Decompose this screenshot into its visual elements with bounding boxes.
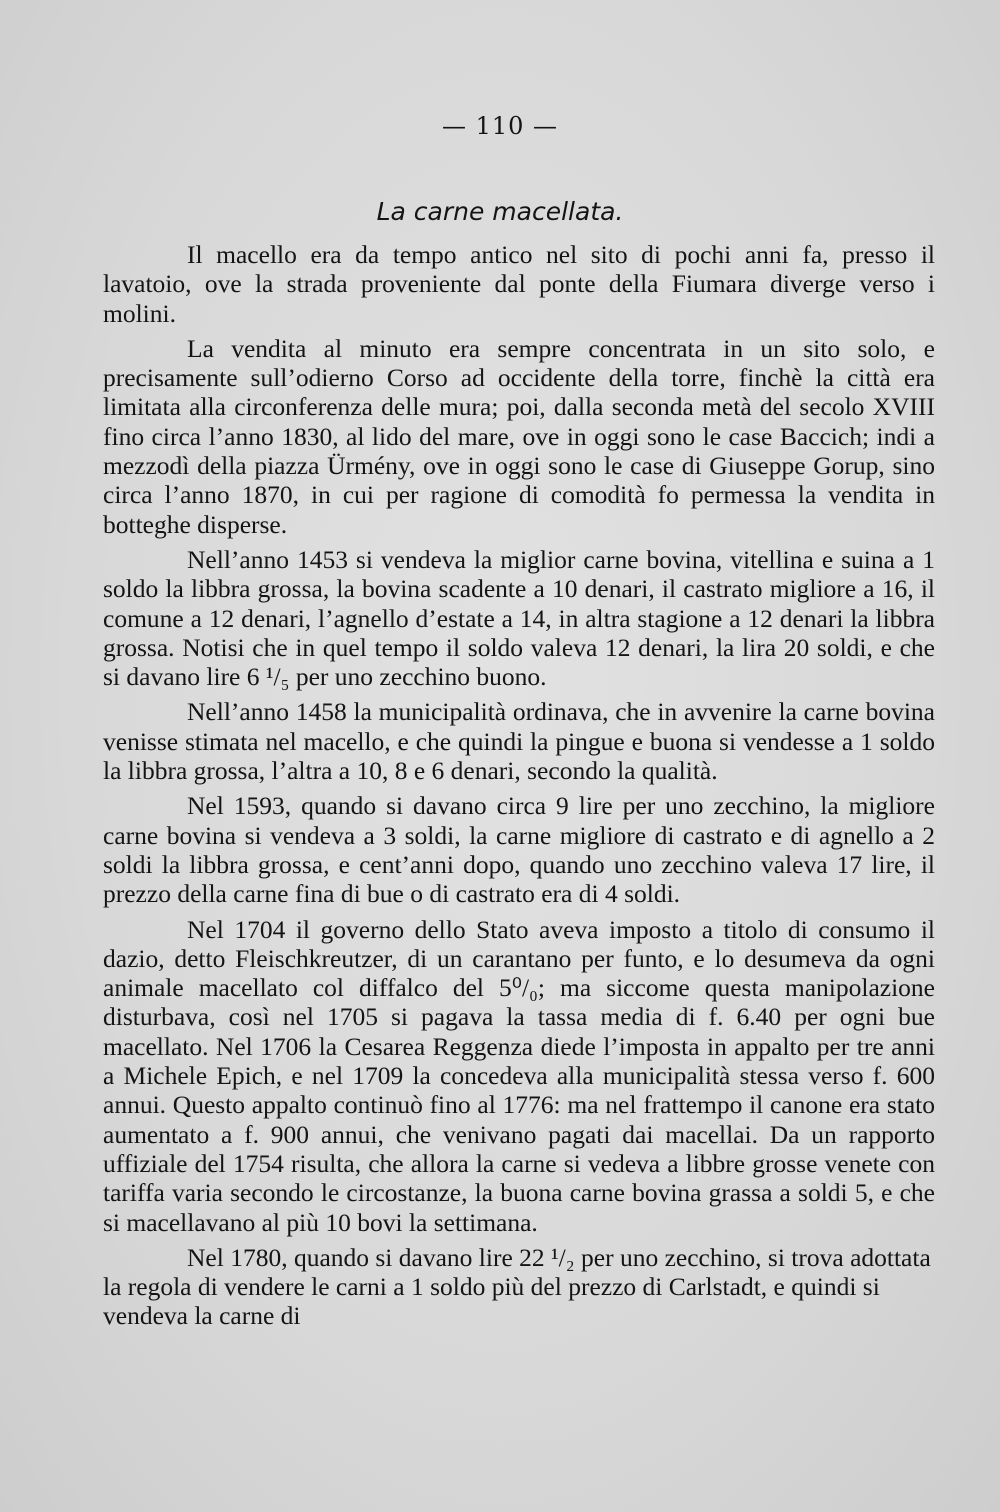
paragraph: Nel 1704 il governo dello Stato aveva imposto a titolo di consumo il dazio, detto Fleischkreutzer, di un carantano per funto, e lo desumeva da ogni animale macellato col diffalco del 5⁰/₀; ma siccome questa manipolazione disturbava, così nel 1705 si pagava la tassa media di f. 6.40 per ogni bue macellato. Nel 1706 la Cesarea Reggenza diede l’imposta in appalto per tre anni a Michele Epich, e nel 1709 la concedeva alla municipalità stessa verso f. 600 annui. Questo appalto continuò fino al 1776: ma nel frattempo il canone era stato aumentato a f. 900 annui, che venivano pagati dai macellai. Da un rapporto uffiziale del 1754 risulta, che allora la carne si vedeva a libbre grosse venete con tariffa varia secondo le circostanze, la buona carne bovina grassa a soldi 5, e che si macellavano al più 10 bovi la settimana. (103, 914, 935, 1237)
paragraph: Il macello era da tempo antico nel sito di pochi anni fa, presso il lavatoio, ove la strada proveniente dal ponte della Fiumara diverge verso i molini. (103, 240, 935, 328)
paragraph: Nel 1593, quando si davano circa 9 lire per uno zecchino, la migliore carne bovina si vendeva a 3 soldi, la carne migliore di castrato e di agnello a 2 soldi la libbra grossa, e cent’anni dopo, quando uno zecchino valeva 17 lire, il prezzo della carne fina di bue o di castrato era di 4 soldi. (103, 791, 935, 909)
page-body (103, 240, 935, 1337)
paragraph: Nell’anno 1453 si vendeva la miglior carne bovina, vitellina e suina a 1 soldo la libbra grossa, la bovina scadente a 10 denari, il castrato migliore a 16, il comune a 12 denari, l’agnello d’estate a 14, in altra stagione a 12 denari la libbra grossa. Notisi che in quel tempo il soldo valeva 12 denari, la lira 20 soldi, e che si davano lire 6 ¹/₅ per uno zecchino buono. (103, 544, 935, 692)
paragraph: Nell’anno 1458 la municipalità ordinava, che in avvenire la carne bovina venisse stimata nel macello, e che quindi la pingue e buona si vendesse a 1 soldo la libbra grossa, l’altra a 10, 8 e 6 denari, secondo la qualità. (103, 697, 935, 786)
section-title: La carne macellata. (376, 197, 624, 226)
paragraph: La vendita al minuto era sempre concentrata in un sito solo, e precisamente sull’odierno Corso ad occidente della torre, finchè la città era limitata alla circonferenza delle mura; poi, dalla seconda metà del secolo XVIII fino circa l’anno 1830, al lido del mare, ove in oggi sono le case Baccich; indi a mezzodì della piazza Ürmény, ove in oggi sono le case di Giuseppe Gorup, sino circa l’anno 1870, in cui per ragione di comodità fo permessa la vendita in botteghe disperse. (103, 333, 935, 539)
page-number: — 110 — (441, 112, 559, 140)
paragraph: Nel 1780, quando si davano lire 22 ¹/₂ per uno zecchino, si trova adottata la regola di vendere le carni a 1 soldo più del prezzo di Carlstadt, e quindi si vendeva la carne di (103, 1242, 931, 1331)
